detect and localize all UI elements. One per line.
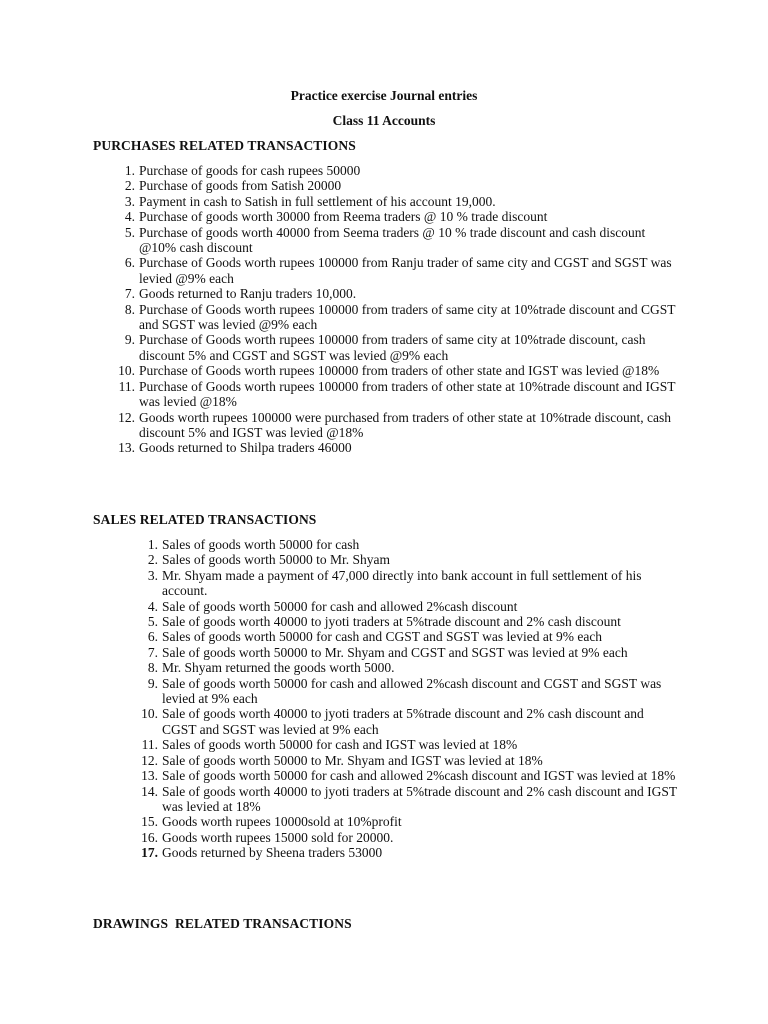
list-item — [141, 768, 677, 784]
list-item-text: Purchase of goods worth 30000 from Reema traders @ 10 % trade discount — [139, 209, 548, 225]
list-item-number: 1. — [124, 163, 135, 178]
list-item-number: 14. — [141, 783, 158, 799]
list-item-number: 1. — [147, 537, 158, 552]
list-item — [124, 286, 679, 302]
list-item — [124, 163, 679, 178]
list-item-number: 12. — [118, 409, 135, 425]
list-item-number: 5. — [124, 224, 135, 240]
list-item-number: 13. — [118, 440, 135, 456]
list-item-number: 2. — [147, 552, 158, 568]
list-item-text: Sales of goods worth 50000 for cash and CGST and SGST was levied at 9% each — [162, 629, 603, 645]
list-item-number: 13. — [141, 768, 158, 784]
list-item — [147, 644, 677, 660]
list-item-number: 9. — [147, 675, 158, 691]
list-item — [147, 567, 677, 599]
list-item — [141, 814, 677, 830]
list-item — [141, 752, 677, 768]
list-item — [147, 614, 677, 630]
page-subtitle: Class 11 Accounts — [332, 113, 436, 128]
list-item — [118, 363, 679, 379]
list-item — [124, 224, 679, 256]
list-item-number: 8. — [147, 660, 158, 676]
list-item-text: Sale of goods worth 50000 for cash and allowed 2%cash discount and CGST and SGST was levied at 9% each — [162, 675, 662, 707]
list-item-text: Sale of goods worth 40000 to jyoti traders at 5%trade discount and 2% cash discount and CGST and SGST was levied at 9% each — [162, 706, 644, 737]
list-item-text: Sale of goods worth 50000 for cash and allowed 2%cash discount — [162, 598, 518, 614]
list-item-number: 6. — [147, 629, 158, 645]
purchases-list — [118, 163, 679, 456]
list-item-text: Payment in cash to Satish in full settlement of his account 19,000. — [139, 193, 496, 209]
list-item-text: Sale of goods worth 50000 to Mr. Shyam and IGST was levied at 18% — [162, 752, 543, 768]
list-item-text: Sale of goods worth 40000 to jyoti traders at 5%trade discount and 2% cash discount and IGST was levied at 18% — [162, 783, 677, 814]
list-item — [147, 629, 677, 645]
list-item — [124, 255, 679, 286]
list-item-text: Sales of goods worth 50000 for cash — [162, 537, 360, 552]
list-item — [147, 552, 677, 568]
list-item-text: Goods returned by Sheena traders 53000 — [162, 845, 383, 861]
list-item-number: 2. — [124, 178, 135, 194]
list-item — [118, 440, 679, 456]
list-item — [141, 829, 677, 845]
drawings-heading: DRAWINGS RELATED TRANSACTIONS — [93, 916, 352, 931]
list-item-number: 16. — [141, 829, 158, 845]
list-item-text: Sale of goods worth 40000 to jyoti traders at 5%trade discount and 2% cash discount — [162, 614, 621, 630]
list-item-text: Goods returned to Ranju traders 10,000. — [139, 286, 357, 302]
list-item-text: Mr. Shyam made a payment of 47,000 directly into bank account in full settlement of his account. — [162, 567, 642, 599]
page-title: Practice exercise Journal entries — [290, 88, 478, 103]
list-item-text: Sales of goods worth 50000 for cash and IGST was levied at 18% — [162, 737, 518, 753]
list-item — [147, 537, 677, 552]
list-item-number: 10. — [141, 706, 158, 722]
list-item-number: 11. — [118, 378, 135, 394]
list-item-text: Goods returned to Shilpa traders 46000 — [139, 440, 352, 456]
purchases-heading: PURCHASES RELATED TRANSACTIONS — [93, 138, 356, 153]
list-item-text: Purchase of Goods worth rupees 100000 from Ranju trader of same city and CGST and SGST was levied @9% each — [139, 255, 672, 286]
list-item-number: 11. — [141, 737, 158, 753]
list-item-number: 9. — [124, 332, 135, 348]
list-item-text: Mr. Shyam returned the goods worth 5000. — [162, 660, 395, 676]
list-item-text: Purchase of Goods worth rupees 100000 from traders of same city at 10%trade discount, cash discount 5% and CGST and SGST was levied @9% each — [139, 332, 646, 363]
list-item-number: 3. — [147, 567, 158, 583]
list-item-text: Purchase of goods worth 40000 from Seema traders @ 10 % trade discount and cash discount @10% cash discount — [139, 224, 646, 256]
list-item — [124, 301, 679, 333]
list-item-text: Purchase of Goods worth rupees 100000 from traders of same city at 10%trade discount and CGST and SGST was levied @9% each — [139, 301, 676, 333]
list-item — [141, 783, 677, 815]
list-item-number: 4. — [124, 209, 135, 225]
sales-heading: SALES RELATED TRANSACTIONS — [93, 512, 317, 527]
list-item — [147, 660, 677, 676]
list-item — [141, 706, 677, 737]
list-item-number: 15. — [141, 814, 158, 830]
list-item — [141, 737, 677, 753]
list-item — [147, 598, 677, 614]
list-item-text: Goods worth rupees 100000 were purchased from traders of other state at 10%trade discount, cash discount 5% and IGST was levied @18% — [139, 409, 671, 440]
list-item — [124, 178, 679, 194]
list-item-text: Purchase of Goods worth rupees 100000 from traders of other state at 10%trade discount and IGST was levied @18% — [139, 378, 676, 410]
list-item-number: 4. — [147, 598, 158, 614]
list-item-text: Purchase of Goods worth rupees 100000 from traders of other state and IGST was levied @18% — [139, 363, 660, 379]
list-item-number: 17. — [141, 845, 158, 861]
list-item-text: Sales of goods worth 50000 to Mr. Shyam — [162, 552, 390, 568]
list-item — [124, 193, 679, 209]
list-item — [118, 378, 679, 410]
list-item-number: 7. — [124, 286, 135, 302]
list-item — [124, 209, 679, 225]
list-item-number: 6. — [124, 255, 135, 271]
list-item-text: Purchase of goods for cash rupees 50000 — [139, 163, 361, 178]
list-item-number: 3. — [124, 193, 135, 209]
list-item-number: 7. — [147, 644, 158, 660]
list-item — [147, 675, 677, 707]
list-item — [141, 845, 677, 861]
list-item-text: Goods worth rupees 15000 sold for 20000. — [162, 829, 394, 845]
list-item-number: 8. — [124, 301, 135, 317]
list-item-number: 10. — [118, 363, 135, 379]
list-item-text: Purchase of goods from Satish 20000 — [139, 178, 342, 194]
list-item — [118, 409, 679, 441]
list-item-text: Sale of goods worth 50000 to Mr. Shyam and CGST and SGST was levied at 9% each — [162, 644, 628, 660]
list-item-number: 5. — [147, 614, 158, 630]
list-item-text: Sale of goods worth 50000 for cash and allowed 2%cash discount and IGST was levied at 18% — [162, 768, 676, 784]
list-item-number: 12. — [141, 752, 158, 768]
list-item-text: Goods worth rupees 10000sold at 10%profit — [162, 814, 402, 830]
sales-list — [141, 537, 677, 861]
list-item — [124, 332, 679, 363]
